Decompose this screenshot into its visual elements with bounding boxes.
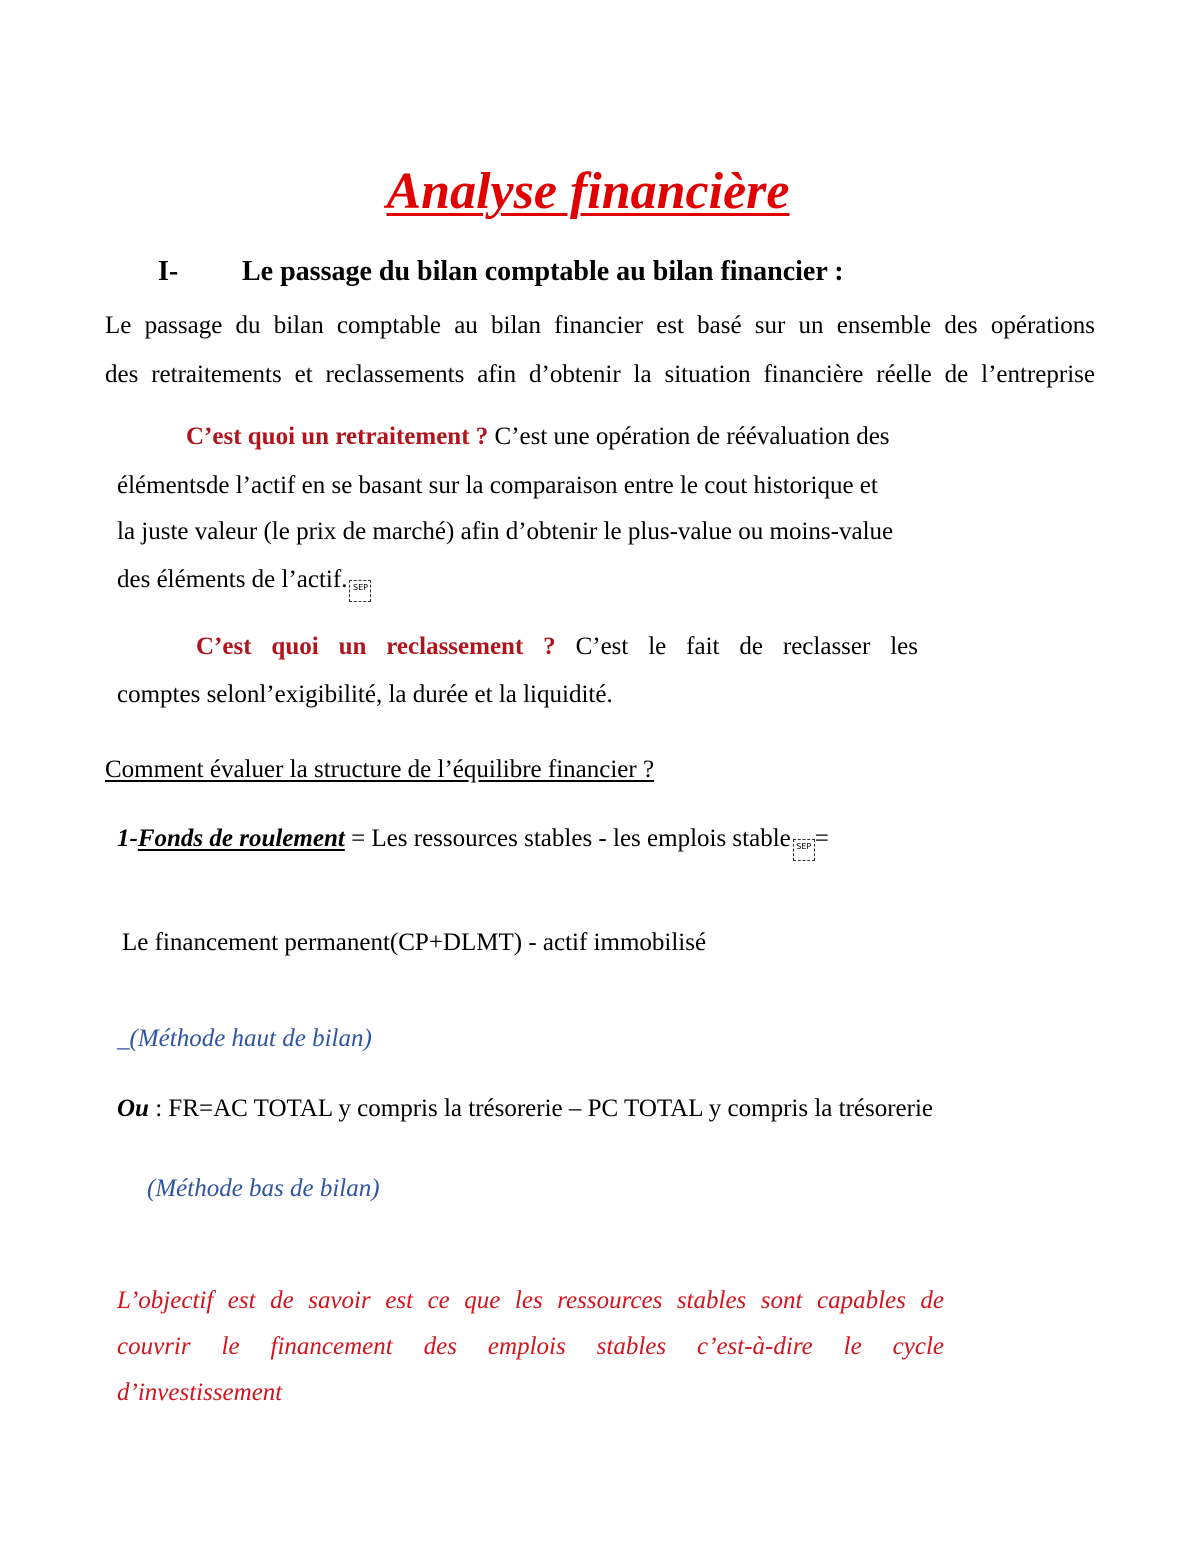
objectif-line-2: couvrir le financement des emplois stables c’est-à-dire le cycle: [117, 1333, 944, 1360]
separator-glyph-icon: SEP: [349, 580, 371, 602]
retraitement-answer-start: C’est une opération de réévaluation des: [488, 423, 890, 450]
retraitement-line-1: [186, 424, 890, 449]
method-bas-bilan: (Méthode bas de bilan): [147, 1175, 380, 1202]
fonds-equation-1: = Les ressources stables - les emplois stable: [344, 825, 791, 852]
fonds-roulement-line: [117, 826, 829, 861]
page-title: Analyse financière: [386, 163, 790, 220]
intro-line-1: Le passage du bilan comptable au bilan financier est basé sur un ensemble des opérations: [105, 312, 1095, 339]
retraitement-line-4: [117, 567, 371, 602]
retraitement-line-4-text: des éléments de l’actif.: [117, 566, 348, 593]
objectif-line-1: L’objectif est de savoir est ce que les ressources stables sont capables de: [117, 1287, 944, 1314]
retraitement-question: C’est quoi un retraitement ?: [186, 423, 489, 450]
fonds-equation-end: =: [814, 825, 829, 852]
reclassement-line-2: comptes selonl’exigibilité, la durée et la liquidité.: [117, 681, 613, 708]
separator-glyph-icon: SEP: [793, 839, 815, 861]
reclassement-answer-start: C’est le fait de reclasser les: [555, 633, 918, 660]
retraitement-line-3: la juste valeur (le prix de marché) afin d’obtenir le plus-value ou moins-value: [117, 518, 894, 545]
section-heading: Le passage du bilan comptable au bilan financier :: [242, 256, 844, 287]
method-haut-bilan: _(Méthode haut de bilan): [117, 1025, 372, 1052]
reclassement-line-1: [196, 634, 918, 659]
section-number: I-: [158, 256, 179, 287]
fonds-label: Fonds de roulement: [137, 825, 345, 852]
fonds-number: 1-: [117, 825, 138, 852]
ou-formula: : FR=AC TOTAL y compris la trésorerie – PC TOTAL y compris la trésorerie: [148, 1095, 934, 1122]
ou-line: [117, 1096, 933, 1121]
fonds-equation-2: Le financement permanent(CP+DLMT) - actif immobilisé: [122, 929, 707, 956]
equilibre-question: Comment évaluer la structure de l’équilibre financier ?: [105, 756, 655, 783]
intro-line-2: des retraitements et reclassements afin d’obtenir la situation financière réelle de l’entreprise: [105, 361, 1095, 388]
objectif-line-3: d’investissement: [117, 1379, 283, 1406]
reclassement-question: C’est quoi un reclassement ?: [196, 633, 556, 660]
ou-label: Ou: [117, 1095, 149, 1122]
retraitement-line-2: élémentsde l’actif en se basant sur la comparaison entre le cout historique et: [117, 472, 878, 499]
